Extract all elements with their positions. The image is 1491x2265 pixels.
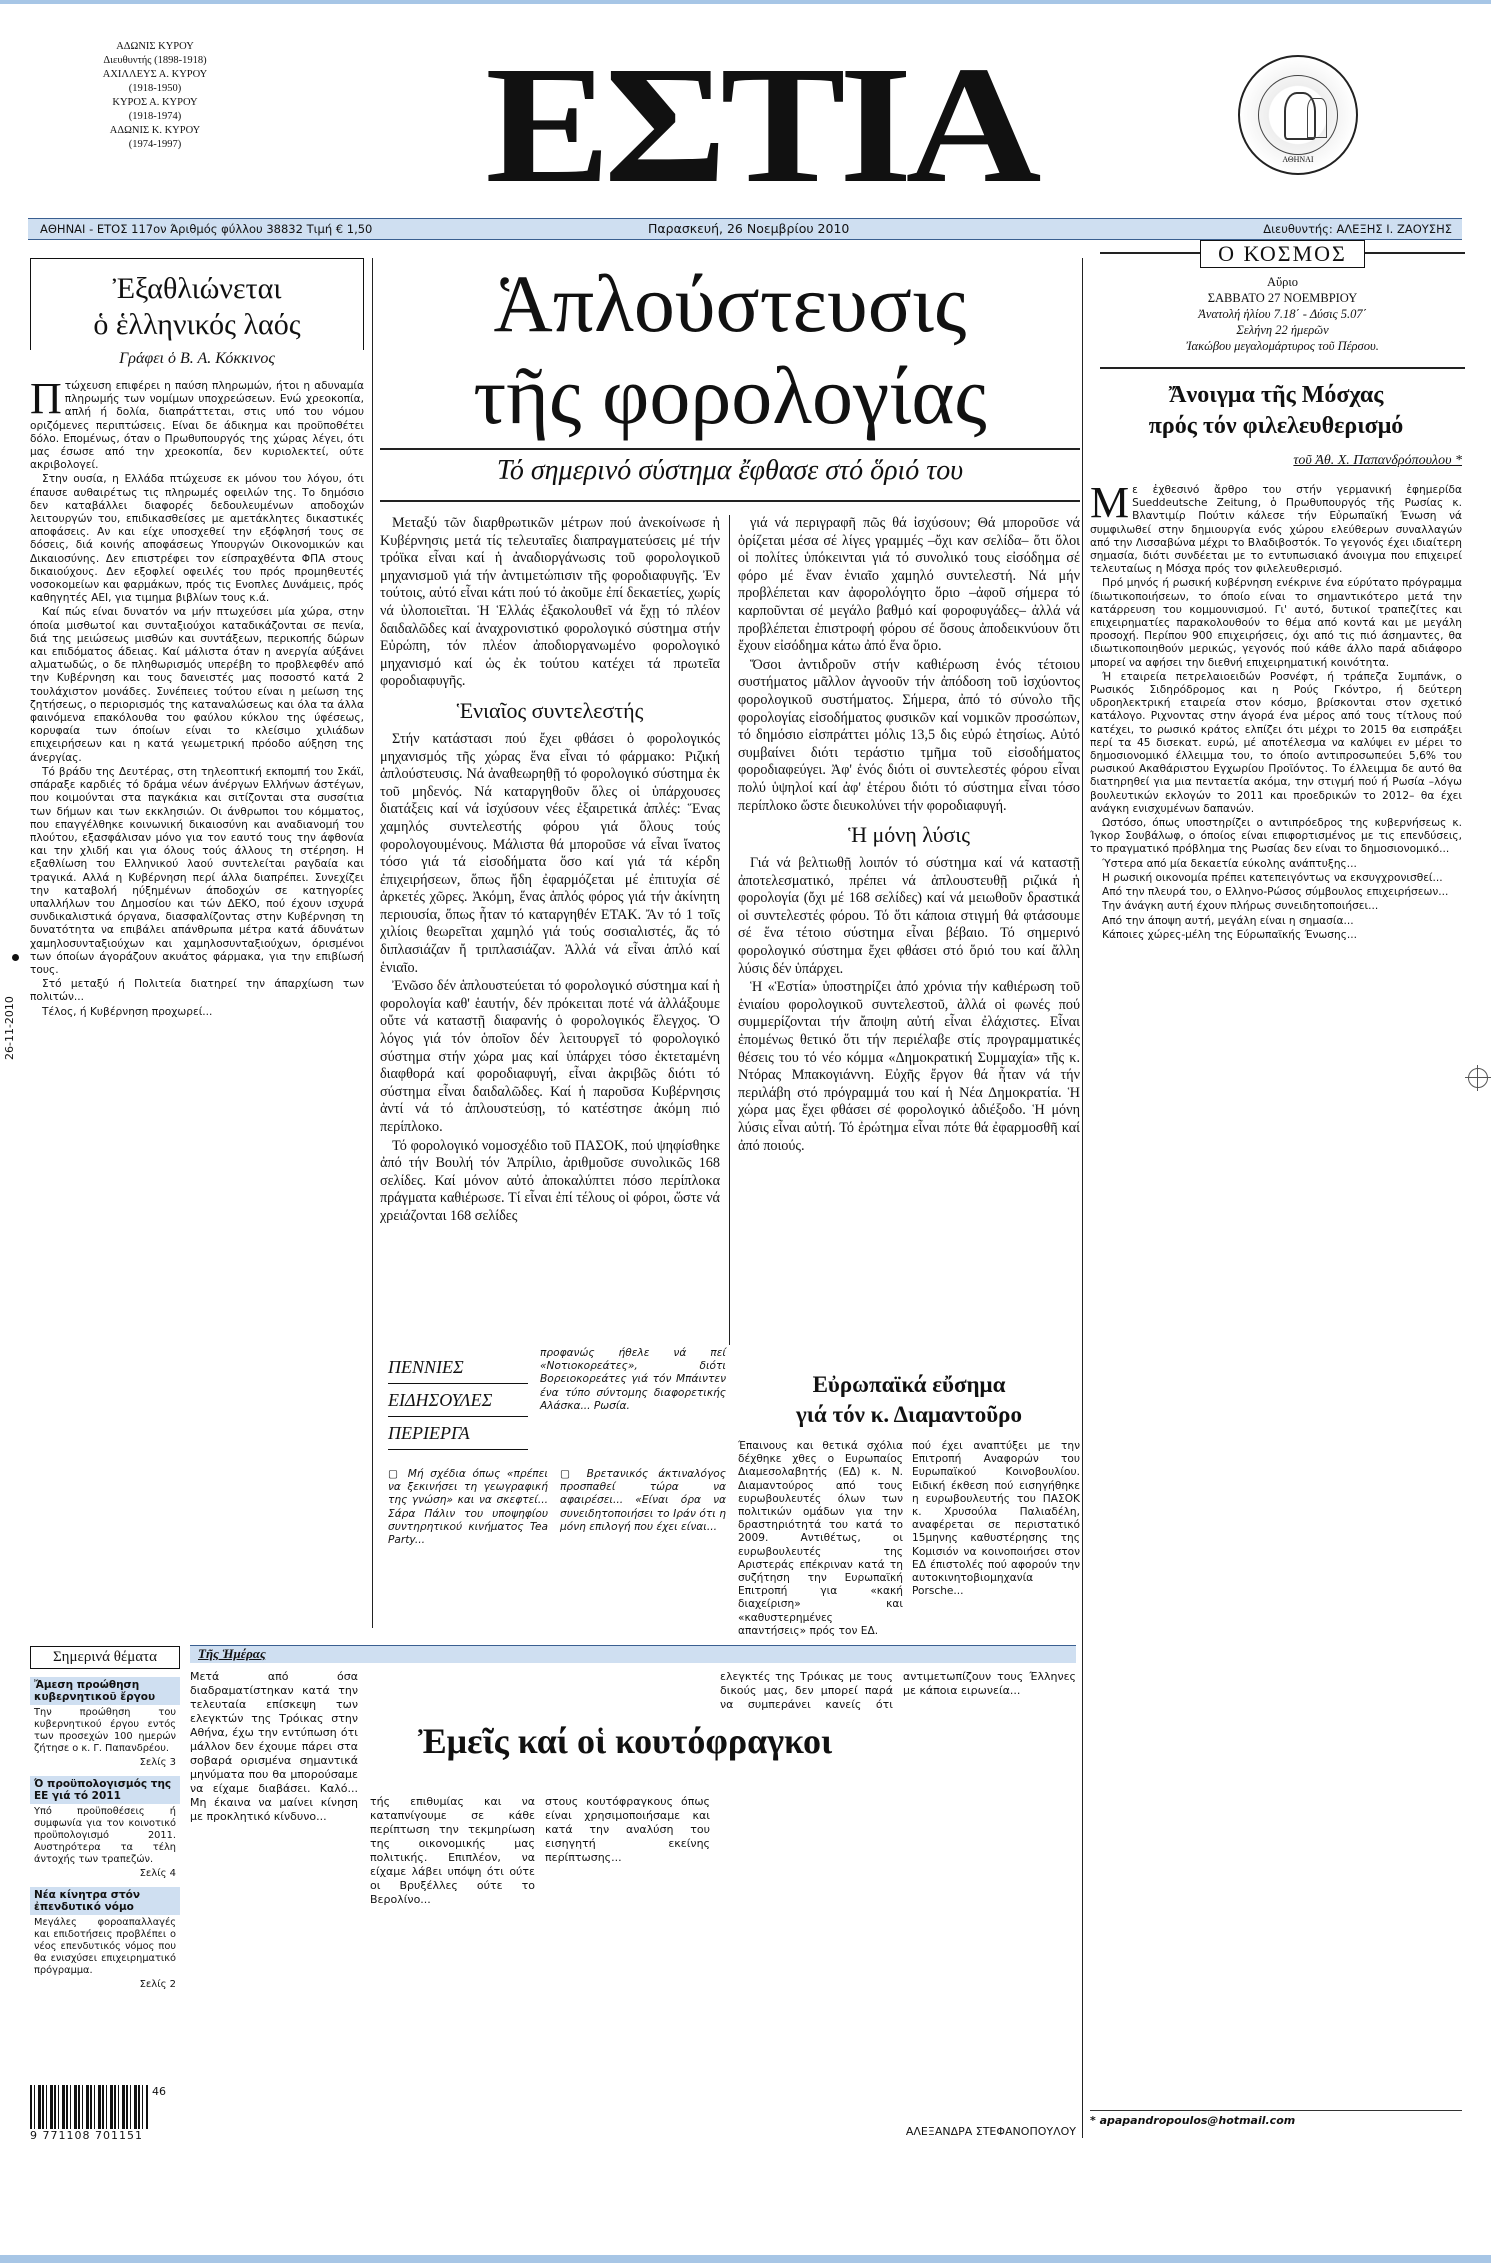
top-registration-bar — [0, 0, 1491, 4]
masthead-title: ΕΣΤΙΑ — [485, 32, 1035, 218]
kosmos-box — [1100, 241, 1465, 370]
brief-column-2: ▢ Βρετανικός άκτιναλόγος προσπαθεί τώρα να αφαιρέσει... «Είναι όρα να συνειδητοποιήσει το Ιράν ότι η μόνη επιλογή που έχει είναι... — [560, 1468, 726, 1533]
topic-item: Νέα κίνητρα στόν ἐπενδυτικό νόμο Μεγάλες φοροαπαλλαγές και επιδοτήσεις προβλέπει ο νέος επενδυτικός νόμος που θα ενισχύσει επιχειρηματικό πρόγραμμα. Σελίς 2 — [30, 1887, 180, 1990]
hmeras-column-1: Μετά από όσα διαδραματίστηκαν κατά την τελευταία επίσκεψη των ελεγκτών της Τρόικας στην Αθήνα, έχω την εντύπωση ότι μάλλον δεν έχουμε πάρει στα σοβαρά ορισμένα σημαντικά μηνύματα που θα μπορούσαμε να είχαμε διαβάσει. Καλό... Μη έκαινα να μαίνει κίνηση με προκλητικό κίνδυνο... — [190, 1670, 358, 1823]
brief-header: ΠΕΝΝΙΕΣ ΕΙΔΗΣΟΥΛΕΣ ΠΕΡΙΕΡΓΑ — [388, 1351, 528, 1450]
brief-news-box — [380, 1343, 730, 1628]
editorial-subhead-1: Ἑνιαῖος συντελεστής — [456, 697, 644, 723]
euro-article-col-2: πού έχει αναπτύξει με την Επιτροπή Αναφορών του Ευρωπαϊκού Κοινοβουλίου. Ειδική έκθεση πού εισηγήθηκε η ευρωβουλευτής του ΠΑΣΟΚ κ. Χρυσούλα Παλιαδέλη, αναφέρεται σε περιστατικό 15μηνης καθυστέρησης της Κομισιόν να κοινοποιήσει στον ΕΔ έπιστολές πού αφορούν την αυτοκινητοβιομηχανία Porsche... — [912, 1440, 1080, 1598]
right-article-footnote: * apapandropoulos@hotmail.com — [1090, 2110, 1462, 2127]
left-article-title-2: ὁ ἑλληνικός λαός — [93, 308, 301, 341]
todays-topics-box — [30, 1646, 180, 1990]
editorial-column-1: Μεταξύ τῶν διαρθρωτικῶν μέτρων πού ἀνεκοίνωσε ἡ Κυβέρνησις μετά τίς τελευταῖες διαπραγματεύσεις μέ τήν τρόϊκα εἶναι καί ἡ ἀναδιοργάνωσις τοῦ φορολογικοῦ μηχανισμοῦ γιά τήν ἀντιμετώπισιν τῆς φοροδιαφυγῆς. Ἐν τούτοις, αὐτό εἶναι κάτι πού τό ἀκοῦμε ἐπί δεκαετίες, χωρίς νά ὑλοποιεῖται. Ἡ Ἑλλάς ἐξακολουθεῖ νά ἔχῃ τό πλέον δαιδαλῶδες καί ἀναχρονιστικό φορολογικό σύστημα στήν Εὐρώπη, τόν πλέον ἀποδιοργανωμένο φορολογικό μηχανισμό καί ὡς ἐκ τούτου κατέχει τά πρωτεῖα φοροδιαφυγῆς. Ἑνιαῖος συντελεστής Στήν κατάστασι πού ἔχει φθάσει ὁ φορολογικός μηχανισμός τῆς χώρας ἕνα εἶναι τό φάρμακο: Ριζική ἁπλούστευσις. Νά ἀναθεωρηθῇ τό φορολογικό σύστημα ἐκ τοῦ μηδενός. Νά καταργηθοῦν ὅλες οἱ ὑπάρχουσες διατάξεις καί νά ἰσχύσουν νέες ἐξαιρετικά ἁπλές: Ἕνας χαμηλός συντελεστής φόρου γιά ὅλους τούς φορολογουμένους. Μάλιστα θά μποροῦσε νά εἶναι ἴνατος τόσο γιά τά εἰσοδήματα ὅσο καί γιά τά κέρδη ἐπιχειρήσεων, ὅπως ἤδη ἐφαρμόζεται μέ ἐπιτυχία σέ ἀρκετές χῶρες. Ἀκόμη, ἕνας ἁπλός φόρος γιά τήν ἀκίνητη περιουσία, ὅπως ἦταν τό καταργηθέν ΕΤΑΚ. Ἄν τό 1 τοῖς χιλίοις θεωρεῖται χαμηλό γιά τούς σοσιαλιστές, ἄς τό διπλασιάζαν ἤ τριπλασιάζαν. Ἀλλά νά εἶναι ἁπλό καί ἑνιαῖο. Ἐνῶσο δέν ἁπλουστεύεται τό φορολογικό σύστημα καί ἡ φορολογία καθ' ἑαυτήν, δέν πρόκειται ποτέ νά ἀλλάξουμε οὔτε νά καταστῇ διαφανής ὁ φορολογικός ἔλεγχος. Ὁ λόγος γιά τόν ὁποῖον δέν λειτουργεῖ τό φορολογικό σύστημα στήν χώρα μας καί ὑπάρχει τόσο ἐκτεταμένη διαφθορά καί φοροδιαφυγή, εἶναι ἀκριβῶς διότι τό σύστημα εἶναι δαιδαλῶδες. Καί ἡ παροῦσα Κυβέρνησις ἀντί νά τό ἁπλουστεύσῃ, τό κατέστησε ἀκόμη πιό περίπλοκο. Τό φορολογικό νομοσχέδιο τοῦ ΠΑΣΟΚ, πού ψηφίσθηκε ἀπό τήν Βουλή τόν Ἀπρίλιο, ἀριθμοῦσε συνολικῶς 168 σελίδες. Καί μόνον αὐτό ἀποκαλύπτει πόσο περίπλοκα πράγματα καθιέρωσε. Τί εἶναι ἐπί τέλους οἱ φόροι, ὥστε νά χρειάζονται 168 σελίδες — [380, 515, 720, 1224]
left-dropcap: Π — [30, 374, 62, 423]
main-headline-line-2: τῆς φορολογίας — [473, 350, 987, 441]
founders-list: ΑΔΩΝΙΣ ΚΥΡΟΥ Διευθυντής (1898-1918) ΑΧΙΛΛΕΥΣ Α. ΚΥΡΟΥ (1918-1950) ΚΥΡΟΣ Α. ΚΥΡΟΥ (1918-1974) ΑΔΩΝΙΣ Κ. ΚΥΡΟΥ (1974-1997) — [102, 41, 208, 150]
barcode-digits: 9 771108 701151 — [30, 2129, 143, 2142]
topic-item: Ό προϋπολογισμός της ΕΕ γιά τό 2011 Υπό προϋποθέσεις ή συμφωνία για τον κοινοτικό προϋπολογισμό 2011. Αυστηρότερα τα τέλη άντοχής των τραπεζών. Σελίς 4 — [30, 1776, 180, 1879]
bottom-registration-bar — [0, 2255, 1491, 2263]
side-dot — [12, 954, 19, 961]
editorial-column-2: γιά νά περιγραφῆ πῶς θά ἰσχύσουν; Θά μποροῦσε νά ὁρίζεται μέσα σέ λίγες γραμμές –ὄχι καν σελίδα– ὅτι ὅλοι οἱ πολίτες ὑπόκεινται γιά τό συνολικό τους εἰσόδημα σέ φόρο μέ ἕναν ἑνιαῖο χαμηλό συντελεστή. Νά μήν προβλέπεται καν ἀφορολόγητο ὅριο –ἀφοῦ σήμερα τό καρποῦνται σέ μεγάλο βαθμό καί φοροφυγάδες– ἀλλά νά προβλέπεται ἐπιστροφή φόρου σέ ὅσους ἀποδεικνύουν ὅτι ἔχουν εἰσόδημα κάτω ἀπό ἕνα ὅριο. Ὅσοι ἀντιδροῦν στήν καθιέρωση ἑνός τέτοιου συστήματος μᾶλλον ἀγνοοῦν τήν ἀπόδοση τοῦ ἰσχύοντος φορολογικοῦ συστήματος. Σήμερα, ἀπό τό σύνολο τῆς φορολογίας εἰσοδήματος φυσικῶν καί νομικῶν προσώπων, τό δημόσιο εἰσπράττει μόλις 13,5 δις εὐρώ ἐτησίως. Αὐτό συμβαίνει διότι τεράστιο τμῆμα τοῦ εἰσοδήματος φοροδιαφεύγει. Ἀφ' ἑνός διότι οἱ συντελεστές φόρου εἶναι πολύ ὑψηλοί καί ἀφ' ἑτέρου διότι τό σύστημα εἶναι τόσο περίπλοκο ὥστε διευκολύνει τήν φοροδιαφυγή. Ἡ μόνη λύσις Γιά νά βελτιωθῇ λοιπόν τό σύστημα καί νά καταστῇ ἀποτελεσματικό, πρέπει νά ἁπλουστευθῇ ριζικά ἡ φορολογία (ὄχι μέ 168 σελίδες) καί νά μειωθοῦν δραστικά οἱ συντελεστές φόρου. Τό ὅτι κάποια στιγμή θά φτάσουμε σέ ἕνα τέτοιο σύστημα εἶναι βέβαιο. Τό σημερινό φορολογικό σύστημα ἔχει φθάσει στό ὅριό του καί ἄλλη λύσις δέν ὑπάρχει. Ἡ «Ἑστία» ὑποστηρίζει ἀπό χρόνια τήν καθιέρωση τοῦ ἑνιαίου φορολογικοῦ συντελεστοῦ, ἀλλά οἱ φωνές πού συμμερίζονται τήν ἄποψη αὐτή εἶναι ἐλάχιστες. Εἶναι ἐπομένως θετικό ὅτι τήν περιέλαβε στίς προγραμματικές θέσεις του τό νέο κόμμα «Δημοκρατική Συμμαχία» τῆς κ. Ντόρας Μπακογιάννη. Εὐχῆς ἔργον θά ἦταν νά τήν περιλάβη στό πρόγραμμά του καί ἡ Νέα Δημοκρατία. Ἡ χώρα μας ἔχει φθάσει σέ φορολογικό ἀδιέξοδο. Ἡ μόνη λύσις εἶναι αὐτή. Τό ἐρώτημα εἶναι πότε θά ἐφαρμοσθῆ καί ἀπό ποιούς. — [738, 515, 1080, 1154]
kosmos-details: Αὔριο ΣΑΒΒΑΤΟ 27 ΝΟΕΜΒΡΙΟΥ Ἀνατολή ἡλίου 7.18΄ - Δύσις 5.07΄ Σελήνη 22 ἡμερῶν Ἰακώβου μεγαλομάρτυρος τοῦ Πέρσου. — [1186, 275, 1379, 353]
left-article-byline: Γράφει ὁ Β. Α. Κόκκινος — [30, 350, 364, 368]
hmeras-column-2: τής επιθυμίας και να καταπνίγουμε σε κάθε περίπτωση την τεκμηρίωση της οικονομικής μας πολιτικής. Επιπλέον, να είχαμε λάβει υπόψη ότι ούτε οι Βρυξέλλες ούτε το Βερολίνο... — [370, 1795, 535, 1906]
main-headline — [380, 258, 1080, 442]
athena-coin-seal-icon — [1238, 55, 1358, 175]
topic-item: Ἄμεση προώθηση κυβερνητικοῦ ἔργου Την προώθηση του κυβερνητικού έργου εντός των προσεχών 100 ημερών ζήτησε ο κ. Γ. Παπανδρέου. Σελίς 3 — [30, 1677, 180, 1768]
brief-intro: προφανώς ήθελε νά πεί «Νοτιοκορεάτες», διότι Βορειοκορεάτες γιά τόν Μπάιντεν ένα τύπο σύντομης διαφορετικής Αλάσκα... Ρωσία. — [540, 1347, 726, 1412]
barcode-bars — [30, 2085, 148, 2129]
registration-target-icon — [1468, 1068, 1488, 1088]
issue-number: 46 — [152, 2085, 166, 2098]
issue-date: Παρασκευή, 26 Νοεμβρίου 2010 — [648, 221, 850, 236]
euro-article-title: Εὐρωπαϊκά εὔσημα γιά τόν κ. Διαμαντοῦρο — [796, 1372, 1022, 1427]
dateline-bar — [28, 218, 1462, 240]
right-article-byline: τοῦ Ἀθ. Χ. Παπανδρόπουλου * — [1293, 453, 1462, 468]
main-subtitle: Τό σημερινό σύστημα ἔφθασε στό ὅριό του — [496, 455, 964, 486]
euro-article-col-1: Έπαινους και θετικά σχόλια δέχθηκε χθες ο Ευρωπαίος Διαμεσολαβητής (ΕΔ) κ. Ν. Διαμαντούρος από τους ευρωβουλευτές όλων των πολιτικών ομάδων για την δραστηριότητά του κατά το 2009. Αντιθέτως, οι ευρωβουλευτές της Αριστεράς επέκριναν κατά τη συζήτηση την Ευρωπαϊκή Επιτροπή για «κακή διαχείριση» και «καθυστερημένες απαντήσεις» πρός τον ΕΔ. — [738, 1440, 903, 1637]
hmeras-column-3: στους κουτόφραγκους όπως είναι χρησιμοποιήσαμε και κατά την αναλύση του εισηγητή εκείνης περίπτωσης... — [545, 1795, 710, 1864]
column-label: Τῆς Ἡμέρας — [190, 1646, 274, 1662]
director-name: Διευθυντής: ΑΛΕΞΗΣ Ι. ΖΑΟΥΣΗΣ — [1263, 222, 1452, 236]
kosmos-title: Ο ΚΟΣΜΟΣ — [1200, 240, 1365, 268]
edition-info: ΑΘΗΝΑΙ - ΕΤΟΣ 117ον Άριθμός φύλλου 38832 Τιμή € 1,50 — [40, 222, 373, 236]
todays-topics-title: Σημερινά θέματα — [30, 1646, 180, 1669]
right-dropcap: Μ — [1090, 478, 1130, 527]
main-headline-line-1: Ἁπλούστευσις — [493, 258, 967, 349]
seal-caption: ΑΘΗΝΑΙ — [1282, 155, 1314, 164]
left-article-body: Π τώχευση επιφέρει η παύση πληρωμών, ήτοι η αδυναμία πληρωμής των νομίμων υποχρεώσεων. Ενώ χρεοκοπία, απλή ή δολία, διαπράττεται, στις υπό του νόμου οριζόμενες περιπτώσεις. Είναι δε άδικημα και προϋποθέτει δόλο. Επομένως, όταν ο Πρωθυπουργός της χώρας λέγει, ότι μας έσωσε από την χρεοκοπία, δεν κυριολεκτεί, ούτε ακριβολογεί. Στην ουσία, η Ελλάδα πτώχευσε εκ μόνου του λόγου, ότι έπαυσε αυθαιρέτως τις πληρωμές οφειλών της. Το δημόσιο δεν καταβάλλει διαφορές δεδουλευμένων αποδοχών λειτουργών του, επιδικασθείσες με αμετάκλητες δικαστικές αποφάσεις. Αν και είχε υποσχεθεί την εξόφλησή τους σε δόσεις, διά κοινής αποφάσεως Υπουργών Οικονομικών και Δικαιοσύνης. Δεν επιστρέφει τον είσπραχθέντα ΦΠΑ στους δικαιούχους. Δεν εξοφλεί οφειλές του πρός προμηθευτές νοσοκομείων και φαρμάκων, πρός τις Ενοπλες Δυνάμεις, πρός καθηγητές ΑΕΙ, για τιμημα βιβλίων τους κ.ά. Καί πώς είναι δυνατόν να μήν πτωχεύσει μία χώρα, στην όποία μισθωτοί και συνταξιούχοι καταδικάζονται σε πενία, διά της μειώσεως μισθών και συντάξεων, περικοπής δώρων και επιδόματος άδειας. Καί μάλιστα όταν η ανεργία αύξάνει αλματωδώς, ο δε πληθωρισμός υπερέβη το προβλεφθέν από την Κυβέρνηση και τους δανειστές μας ποσοστό κατά 2 τουλάχιστον μονάδες. Συνέπειες τούτου είναι η μείωση της ζητήσεως, ο περιορισμός της καταναλώσεως και όλα τα άλλα φαινόμενα επακόλουθα του φαύλου κύκλου της ύφέσεως, κορυφαία των όποίων είναι το κλείσιμο χιλιάδων επιχειρήσεων και η κατά γεωμετρική πρόοδο αύξηση της άνεργίας. Τό βράδυ της Δευτέρας, στη τηλεοπτική εκπομπή του Σκάϊ, σπάραξε καρδιές τό δράμα νέων άνέργων Ελλήνων άστέγων, που κοιμούνται στα παγκάκια και σιτίζονται στα συσσίτια των δήμων και των εκκλησιών. Οι άνθρωποι του κόμματος, που επαγγέλθηκε κοινωνική δικαιοσύνη και αναδιανομή του πλούτου, εξασφάλισαν μόνο για τον εαυτό τους την άφθονία και την χλιδή και για όλους τούς άλλους τη στέρηση. Η εξαθλίωση του Ελληνικού λαού συντελείται ραγδαία και τραγικά. Αλλά η Κυβέρνηση περί άλλα διαπρέπει. Συνεχίζει την καταβολή ηύξημένων άποδοχών σε κατηγορίες υπαλλήλων του Δημοσίου και τών ΔΕΚΟ, πού έχουν ισχυρά συνδικαλιστικά όργανα, διασφαλίζοντας στην Κυβέρνηση τη δυνατότητα να επιβάλει απάνθρωπα μέτρα κατά άδυνάτων χαμηλοσυνταξιούχων και χαμηλοσυνταξιούχων, όρισμένοι των όποίων άγοράζουν ακυάτος φάρμακα, για την επιβίωσή τους. Στό μεταξύ ή Πολιτεία διατηρεί την άπαρχίωση των πολιτών... Τέλος, ή Κυβέρνηση προχωρεί... — [30, 374, 364, 1018]
side-stamp-date: 26-11-2010 — [3, 996, 16, 1060]
column-label-bar — [190, 1645, 1076, 1663]
column-divider — [372, 258, 373, 1628]
hmeras-author: ΑΛΕΞΑΝΔΡΑ ΣΤΕΦΑΝΟΠΟΥΛΟΥ — [905, 2125, 1076, 2138]
hmeras-column-4: ελεγκτές της Τρόικας με τους δικούς μας, δεν μπορεί παρά να συμπεράνει κανείς ότι αντιμετωπίζουν τους Έλληνες με κάποια ειρωνεία... — [720, 1670, 1076, 1711]
right-article-title: Ἄνοιγμα τῆς Μόσχας πρός τόν φιλελευθερισμό — [1148, 382, 1404, 439]
barcode — [30, 2085, 180, 2143]
left-article-title-1: Ἐξαθλιώνεται — [112, 272, 282, 305]
right-article-body: Μ ε ἐχθεσινό ἄρθρο του στήν γερμανική ἐφημερίδα Sueddeutsche Zeitung, ὁ Πρωθυπουργός τῆς Ρωσίας κ. Βλαντιμίρ Πούτιν κάλεσε τήν Εὐρωπαϊκή Ένωση νά συμφιλωθεί στην δημιουργία ενός χώρου ελεύθερων συναλλαγών από την Λισσαβώνα μέχρι το Βλαδιβοστόκ. Το γεγονός έχει ιδιαίτερη σημασία, διότι συνδέεται με το εντυπωσιακό άνοιγμα που επιχειρεί τελευταίως η Μόσχα πρός τον φιλελευθερισμό. Πρό μηνός ή ρωσική κυβέρνηση ενέκρινε ένα εύρύτατο πρόγραμμα ίδιωτικοποιήσεων, το όποίο είναι το σημαντικότερο μετά την κατάρρευση του κομμουνισμού. Γι' αυτό, δυτικοί τραπεζίτες και επιχειρηματίες παρακολουθούν το θέμα από κοντά και με μεγάλη προσοχή. Περίπου 900 επιχειρήσεις, όχι από τις πιό άσημαντες, θα ιδιωτικοποιηθούν μερικώς, γεγονός πού κάθε άλλο παρά αδιάφορο μπορεί να αφήσει την διεθνή επιχειρηματική κοινότητα. Ή εταιρεία πετρελαιοειδών Ροσνέφτ, ή τράπεζα Συμπάνκ, ο Ρωσικός Σιδηρόδρομος και η Ρούς Γκόντρο, ή δεύτερη υδροηλεκτρική εταιρεία στον κόσμο, βρίσκονται στον σχετικό κατάλογο. Ριχνοντας στην άγορά ένα μέρος από τους τίτλους πού κατέχει, το ρωσικό κράτος ελπίζει ότι μέχρι το 2015 θα εισπράξει περί τα 45 δισεκατ. ευρώ, μέ αποτέλεσμα να καλύψει εν μέρει το δημοσιονομικό έλλειμμα του, το όποίο αντιπροσωπεύει 5,6% του ρωσικού Ακαθάριστου Εγχωρίου Προϊόντος. Το έλλειμμα δε αυτό θα διατηρηθεί για μια πενταετία ακόμα, την στιγμή πού ή Ρωσία –λόγω βουλευτικών εκλογών το 2011 και προεδρικών το 2012– θα έχει ανάγκη ενισχυμένων δαπανών. Ωστόσο, όπως υποστηρίζει ο αντιπρόεδρος της κυβερνήσεως κ. Ίγκορ Σουβάλωφ, ο όποίος είναι επιφορτισμένος με τις επενδύσεις, το πραγματικό πρόβλημα της Ρωσίας δεν είναι το δημοσιονομικό... Ύστερα από μία δεκαετία εύκολης ανάπτυξης... Η ρωσική οικονομία πρέπει κατεπειγόντως να εκσυγχρονισθεί... Από την πλευρά του, ο Ελληνο-Ρώσος σύμβουλος επιχειρήσεων... Την άνάγκη αυτή έχουν πλήρως συνειδητοποιήσει... Από την άποψη αυτή, μεγάλη είναι η σημασία... Κάποιες χώρες-μέλη της Εύρωπαϊκής Ένωσης... — [1090, 478, 1462, 941]
hmeras-title: Ἐμεῖς καί οἱ κουτόφραγκοι — [417, 1721, 833, 1761]
brief-column-1: ▢ Μή σχέδια όπως «πρέπει να ξεκινήσει τη γεωγραφική της γνώση» και να σκεφτεί... Σάρα Πάλιν του υποψηφίου συντηρητικού κινήματος Tea Party... — [388, 1468, 548, 1547]
editorial-subhead-2: Ἡ μόνη λύσις — [848, 822, 970, 848]
